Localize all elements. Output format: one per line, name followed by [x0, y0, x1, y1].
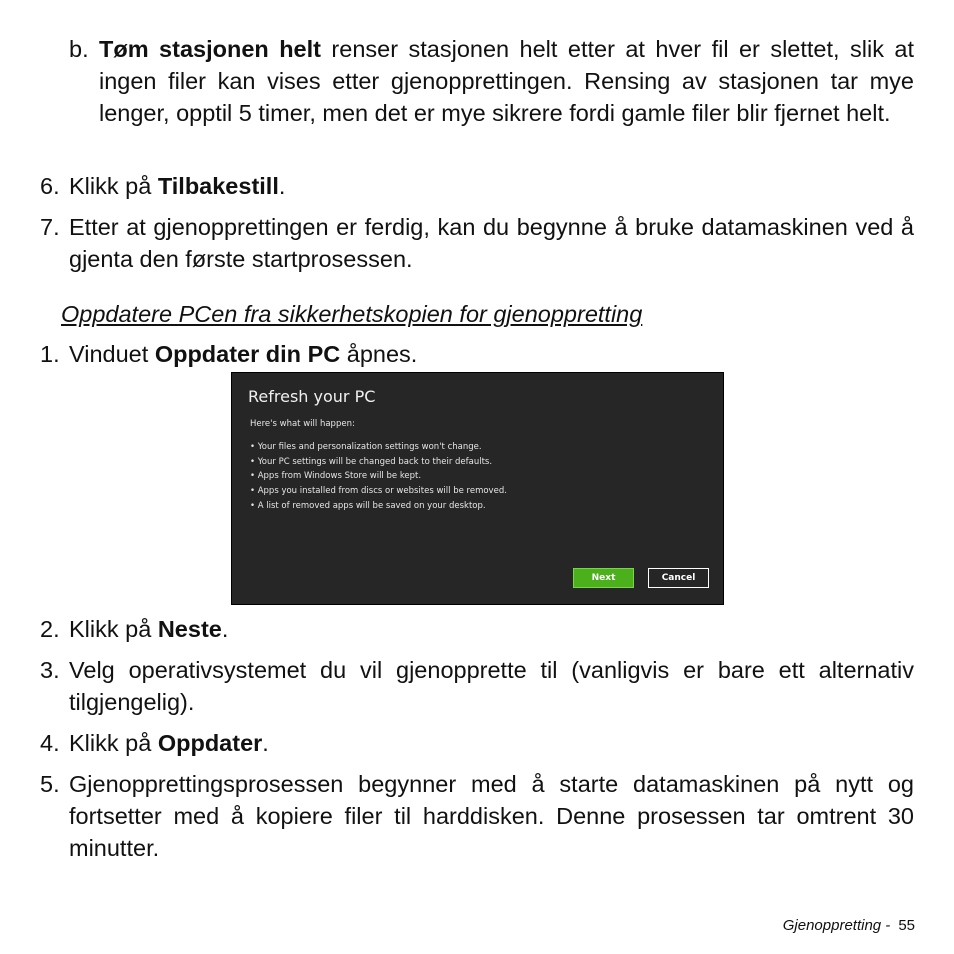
item-number: 7. — [40, 214, 60, 240]
item-text: Gjenopprettingsprosessen begynner med å starte datamaskinen på nytt og fortsetter med å kopiere filer til harddisken. Denne prosessen tar omtrent 30 minutter. — [69, 771, 914, 861]
refresh-pc-dialog — [231, 372, 724, 605]
item-number: 5. — [40, 771, 60, 797]
item-bold: Tilbakestill — [157, 173, 279, 199]
list-item-b — [69, 33, 914, 129]
item-marker: b. — [69, 36, 89, 62]
list-item-5 — [40, 768, 914, 864]
item-bold: Neste — [157, 616, 222, 642]
dialog-bullet-list — [250, 440, 507, 514]
item-text-end: . — [278, 173, 286, 199]
dialog-bullet: • Your PC settings will be changed back to their defaults. — [250, 455, 507, 470]
section-heading: Oppdatere PCen fra sikkerhetskopien for gjenoppretting — [61, 301, 643, 327]
page-footer — [783, 917, 915, 934]
item-text-end: . — [221, 616, 229, 642]
page-number: 55 — [898, 917, 915, 934]
item-text: Klikk på — [69, 730, 158, 756]
item-text: Vinduet — [69, 341, 155, 367]
next-button[interactable]: Next — [573, 568, 634, 588]
item-text-end: åpnes. — [340, 341, 418, 367]
footer-section: Gjenoppretting - — [782, 917, 891, 934]
dialog-title: Refresh your PC — [248, 387, 376, 406]
item-number: 3. — [40, 657, 60, 683]
item-text-end: . — [262, 730, 269, 756]
item-bold: Oppdater — [157, 730, 263, 756]
item-number: 4. — [40, 730, 60, 756]
list-item-6 — [40, 170, 914, 202]
cancel-button[interactable]: Cancel — [648, 568, 709, 588]
item-number: 6. — [40, 173, 60, 199]
list-item-4 — [40, 727, 914, 759]
dialog-bullet: • Your files and personalization settings won't change. — [250, 440, 507, 455]
item-b-bold: Tøm stasjonen helt — [99, 36, 321, 62]
list-item-3 — [40, 654, 914, 718]
list-item-2 — [40, 613, 914, 645]
list-item-1 — [40, 338, 914, 370]
item-text: Klikk på — [69, 173, 158, 199]
list-item-7 — [40, 211, 914, 275]
dialog-bullet: • A list of removed apps will be saved on your desktop. — [250, 499, 507, 514]
item-text: Velg operativsystemet du vil gjenopprette til (vanligvis er bare ett alternativ tilgjengelig). — [69, 657, 914, 715]
item-b-text: renser stasjonen helt etter at hver fil er slettet, slik at ingen filer kan vises etter gjenopprettingen. Rensing av stasjonen tar mye lenger, opptil 5 timer, men det er mye sikrere fordi gamle filer blir fjernet helt. — [99, 36, 914, 126]
dialog-bullet: • Apps you installed from discs or websites will be removed. — [250, 484, 507, 499]
item-number: 1. — [40, 341, 60, 367]
item-number: 2. — [40, 616, 60, 642]
item-bold: Oppdater din PC — [154, 341, 341, 367]
dialog-bullet: • Apps from Windows Store will be kept. — [250, 469, 507, 484]
dialog-subtitle: Here's what will happen: — [250, 419, 355, 429]
item-text: Etter at gjenopprettingen er ferdig, kan du begynne å bruke datamaskinen ved å gjenta den første startprosessen. — [69, 214, 914, 272]
item-text: Klikk på — [69, 616, 158, 642]
